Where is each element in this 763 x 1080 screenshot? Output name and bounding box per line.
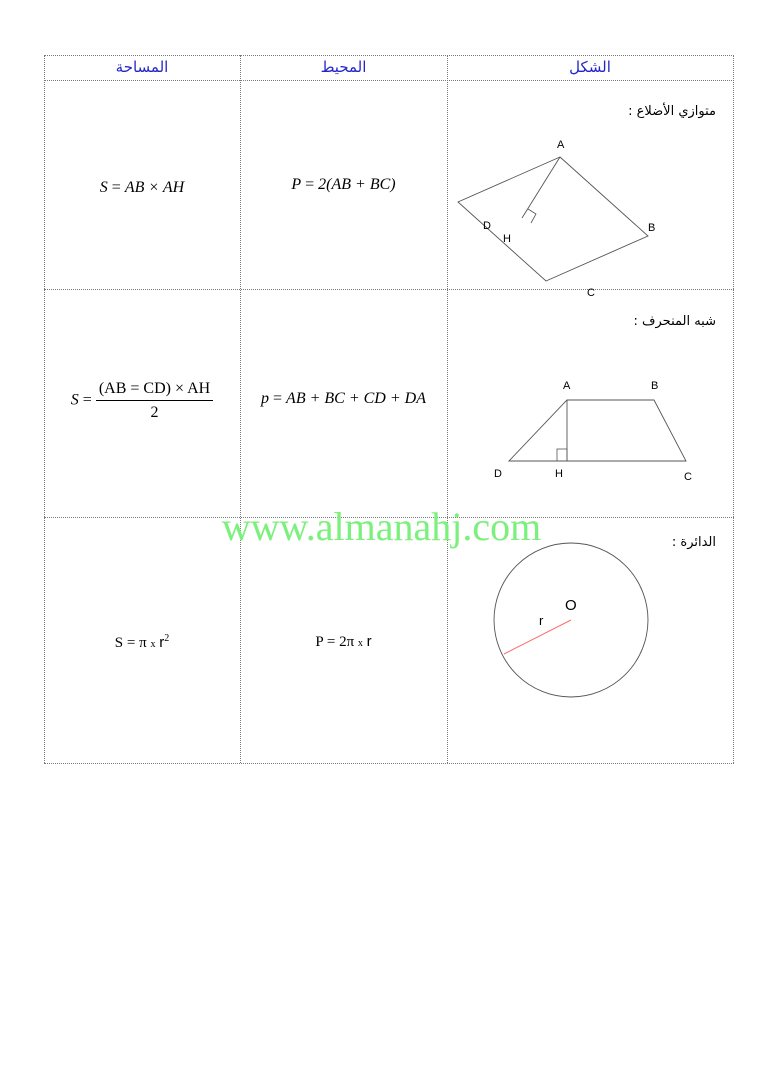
table-border-right bbox=[733, 55, 734, 763]
parallelogram-shape bbox=[458, 157, 648, 281]
watermark: www.almanahj.com bbox=[221, 504, 542, 549]
header-shape: الشكل bbox=[569, 58, 611, 76]
point-label-a: A bbox=[557, 139, 565, 151]
area-formula-circle: S = π x $r^2$ bbox=[114, 633, 170, 651]
shape-name-trapezoid: شبه المنحرف : bbox=[633, 314, 716, 329]
perimeter-formula-parallelogram: P = 2(AB + BC) bbox=[291, 176, 396, 193]
shape-name-circle: الدائرة : bbox=[671, 535, 716, 550]
area-formula-trapezoid: S = $\frac{(AB = CD) \times AH}{2}$ bbox=[44, 380, 240, 422]
radius-label-r: r bbox=[539, 613, 544, 628]
parallelogram-height bbox=[522, 157, 560, 218]
point-label-c: C bbox=[587, 287, 595, 299]
table-border-bottom bbox=[44, 763, 734, 764]
perimeter-formula-trapezoid: p = AB + BC + CD + DA bbox=[261, 390, 426, 407]
circle-radius bbox=[504, 620, 571, 654]
column-divider-1 bbox=[240, 55, 241, 763]
header-perimeter: المحيط bbox=[320, 58, 367, 76]
point-label-d: D bbox=[494, 468, 502, 480]
parallelogram-diagram bbox=[447, 80, 733, 299]
area-fraction: $\frac{(AB = CD) \times AH}{2}$ bbox=[96, 380, 213, 422]
area-formula-parallelogram: S = AB × AH bbox=[99, 179, 185, 196]
circle-diagram bbox=[447, 517, 733, 763]
shape-name-parallelogram: متوازي الأضلاع : bbox=[628, 104, 716, 119]
point-label-b: B bbox=[651, 380, 659, 392]
point-label-h: H bbox=[503, 233, 511, 245]
header-area: المساحة bbox=[115, 58, 169, 76]
right-angle-mark bbox=[528, 209, 536, 223]
point-label-c: C bbox=[684, 471, 692, 483]
point-label-h: H bbox=[555, 468, 563, 480]
formula-table bbox=[44, 55, 734, 763]
trapezoid-diagram bbox=[447, 289, 733, 517]
point-label-a: A bbox=[563, 380, 571, 392]
right-angle-mark bbox=[557, 449, 567, 461]
center-label-o: O bbox=[565, 597, 577, 614]
trapezoid-shape bbox=[509, 400, 686, 461]
point-label-b: B bbox=[648, 222, 656, 234]
point-label-d: D bbox=[483, 220, 491, 232]
perimeter-formula-circle: P = 2π x r bbox=[315, 633, 372, 650]
